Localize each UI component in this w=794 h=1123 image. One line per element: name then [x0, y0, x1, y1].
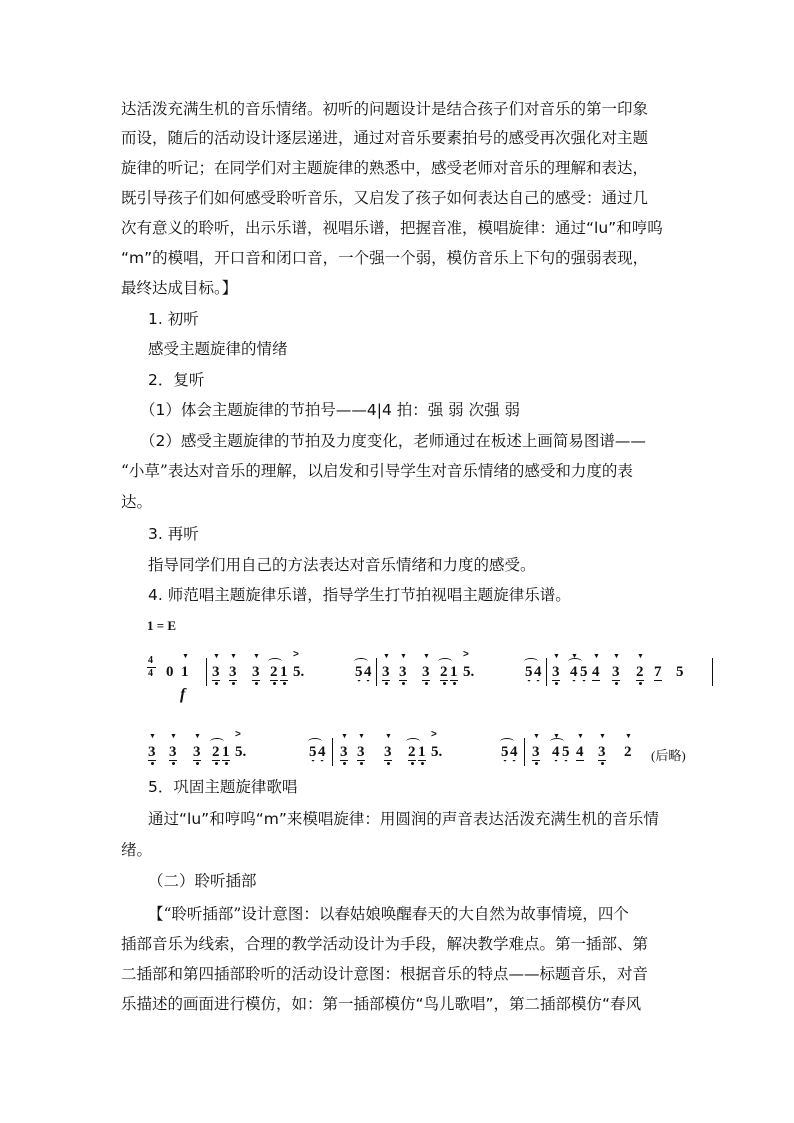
bar-line	[376, 658, 377, 686]
paragraph-line: 【“聆听插部”设计意图：以春姑娘唤醒春天的大自然为故事情境，四个	[148, 905, 629, 923]
score-note: 5	[525, 664, 533, 680]
score-note: ▼ 3	[612, 664, 620, 681]
step-heading: 3. 再听	[148, 525, 199, 543]
score-note: ▼ 3	[384, 744, 392, 761]
score-note: ▼ 3	[382, 664, 390, 681]
step-heading: 1. 初听	[148, 310, 199, 328]
score-note: ▼ 3	[229, 664, 237, 681]
score-note: ▼ 3	[193, 744, 201, 761]
score-key: 1 = E	[147, 618, 177, 633]
paragraph-line: 达活泼充满生机的音乐情绪。初听的问题设计是结合孩子们对音乐的第一印象	[121, 100, 649, 118]
score-note: 1	[280, 664, 288, 680]
score-note: ▼ 4	[576, 744, 584, 761]
score-note: ▼ 3	[399, 664, 407, 681]
step-body: 指导同学们用自己的方法表达对音乐情绪和力度的感受。	[148, 556, 536, 574]
score-note: ▼ 3	[340, 744, 348, 761]
score-note: 7	[654, 664, 662, 680]
step-body: 通过“lu”和哼呜“m”来模唱旋律：用圆润的声音表达活泼充满生机的音乐情	[148, 810, 659, 828]
bar-line	[546, 658, 547, 686]
paragraph-line: “m”的模唱，开口音和闭口音，一个强一个弱，模仿音乐上下句的强弱表现，	[121, 249, 649, 267]
score-note: 4	[534, 664, 542, 680]
score-note: ▼ 4	[570, 664, 578, 680]
accent-mark: >	[431, 729, 437, 740]
bar-line	[524, 738, 525, 766]
score-note: 5	[501, 744, 509, 760]
score-note: ▼ 3	[532, 744, 540, 761]
time-signature-top: 4	[148, 655, 153, 666]
step-item: （1）体会主题旋律的节拍号——4|4 拍：强 弱 次强 弱	[140, 401, 521, 419]
paragraph-line: 插部音乐为线索，合理的教学活动设计为手段，解决教学难点。第一插部、第	[121, 935, 649, 953]
accent-mark: >	[463, 649, 469, 660]
score-note: 4	[318, 744, 326, 760]
score-note: 2	[440, 664, 448, 680]
score-note: 5.	[293, 664, 305, 680]
score-note: 2	[270, 664, 278, 680]
paragraph-line: 乐描述的画面进行模仿，如：第一插部模仿“鸟儿歌唱”，第二插部模仿“春风	[121, 995, 642, 1013]
score-note: 2	[212, 744, 220, 760]
score-note: 5.	[463, 664, 475, 680]
score-note: 0	[166, 664, 174, 680]
score-note: 5.	[235, 744, 247, 760]
bar-line	[332, 738, 333, 766]
score-note: 5	[355, 664, 363, 680]
step-item: “小草”表达对音乐的理解，以启发和引导学生对音乐情绪的感受和力度的表	[121, 462, 633, 480]
score-note: ▼ 4	[592, 664, 600, 681]
score-note: 1	[222, 744, 230, 760]
accent-mark: >	[235, 729, 241, 740]
score-note: ▼ 3	[552, 664, 560, 681]
score-note: 2	[408, 744, 416, 760]
step-heading: 5．巩固主题旋律歌唱	[148, 778, 298, 796]
score-note: ▼ 3	[169, 744, 177, 761]
paragraph-line: 旋律的听记；在同学们对主题旋律的熟悉中，感受老师对音乐的理解和表达，	[121, 159, 649, 177]
step-heading: 2．复听	[148, 371, 205, 389]
section-heading: （二）聆听插部	[148, 872, 257, 890]
score-note: 5	[562, 744, 570, 760]
accent-mark: >	[293, 649, 299, 660]
score-note: ▼ 2	[624, 744, 632, 760]
step-body: 感受主题旋律的情绪	[148, 340, 288, 358]
time-signature-bottom: 4	[148, 668, 153, 679]
score-note: 5	[580, 664, 588, 680]
paragraph-line: 而设，随后的活动设计逐层递进，通过对音乐要素拍号的感受再次强化对主题	[121, 129, 649, 147]
score-note: ▼ 3	[252, 664, 260, 681]
bar-line	[712, 658, 713, 686]
score-note: ▼ 3	[212, 664, 220, 681]
paragraph-line: 既引导孩子们如何感受聆听音乐，又启发了孩子如何表达自己的感受：通过几	[121, 189, 649, 207]
ending-note: (后略)	[651, 748, 686, 763]
score-note: ▼ 1	[181, 664, 189, 680]
step-heading: 4. 师范唱主题旋律乐谱，指导学生打节拍视唱主题旋律乐谱。	[148, 586, 571, 604]
score-note: ▼ 3	[357, 744, 365, 761]
score-note: 4	[510, 744, 518, 760]
paragraph-line: 次有意义的聆听，出示乐谱，视唱乐谱，把握音准，模唱旋律：通过“lu”和哼呜	[121, 219, 663, 237]
step-body: 绪。	[121, 841, 153, 859]
score-note: 5.	[431, 744, 443, 760]
score-note: ▼ 3	[598, 744, 606, 761]
score-note: ▼ 2	[636, 664, 644, 681]
score-note: 5	[676, 664, 684, 680]
paragraph-line: 最终达成目标。】	[121, 279, 238, 297]
score-note: 4	[364, 664, 372, 680]
bar-line	[206, 658, 207, 686]
step-item: （2）感受主题旋律的节拍及力度变化，老师通过在板述上画简易图谱——	[140, 432, 646, 450]
score-note: ▼ 3	[422, 664, 430, 681]
step-item: 达。	[121, 493, 153, 511]
score-note: 5	[309, 744, 317, 760]
score-note: ▼ 4	[552, 744, 560, 760]
paragraph-line: 二插部和第四插部聆听的活动设计意图：根据音乐的特点——标题音乐，对音	[121, 965, 649, 983]
score-note: 1	[418, 744, 426, 760]
score-note: 1	[450, 664, 458, 680]
dynamic-mark: f	[180, 686, 186, 703]
score-note: ▼ 3	[148, 744, 156, 761]
